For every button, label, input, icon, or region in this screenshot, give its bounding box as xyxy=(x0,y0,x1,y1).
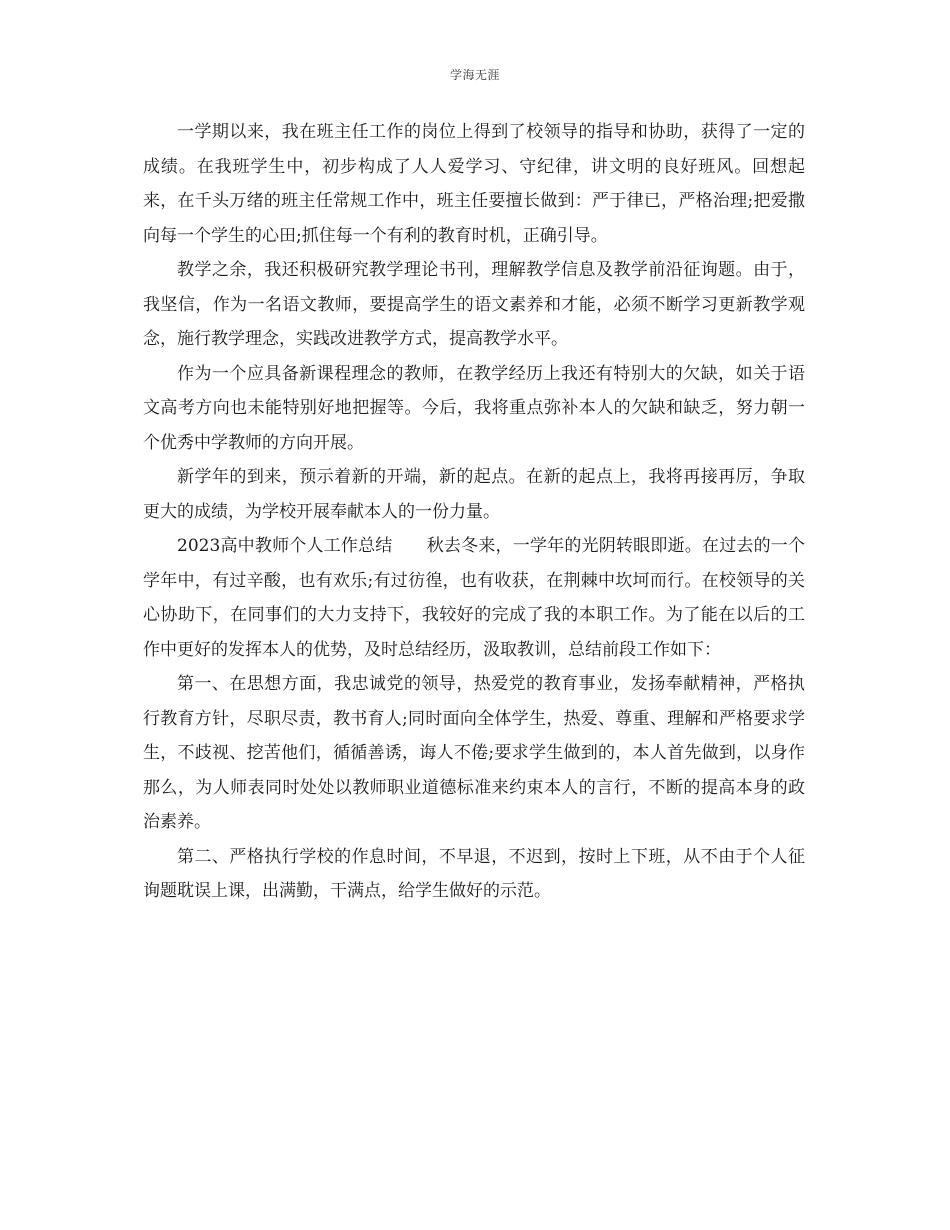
paragraph-teaching-research: 教学之余，我还积极研究教学理论书刊，理解教学信息及教学前沿征询题。由于，我坚信，作为一名语文教师，要提高学生的语文素养和才能，必须不断学习更新教学观念，施行教学理念，实践改进教学方式，提高教学水平。 xyxy=(143,260,805,349)
paragraph-new-year: 新学年的到来，预示着新的开端，新的起点。在新的起点上，我将再接再厉，争取更大的成绩，为学校开展奉献本人的一份力量。 xyxy=(143,467,805,522)
section-title: 2023高中教师个人工作总结 xyxy=(177,536,393,556)
section-intro: 秋去冬来，一学年的光阴转眼即逝。在过去的一个学年中，有过辛酸，也有欢乐;有过彷徨，也有收获，在荆棘中坎坷而行。在校领导的关心协助下，在同事们的大力支持下，我较好的完成了我的本职工作。为了能在以后的工作中更好的发挥本人的优势，及时总结经历，汲取教训，总结前段工作如下： xyxy=(143,536,806,660)
paragraph-ideology: 第一、在思想方面，我忠诚党的领导，热爱党的教育事业，发扬奉献精神，严格执行教育方针，尽职尽责，教书育人;同时面向全体学生，热爱、尊重、理解和严格要求学生，不歧视、挖苦他们，循循善诱，诲人不倦;要求学生做到的，本人首先做到，以身作那么，为人师表同时处处以教师职业道德标准来约束本人的言行，不断的提高本身的政治素养。 xyxy=(143,674,805,832)
paragraph-summary-intro xyxy=(143,529,805,667)
paragraph-class-teacher: 一学期以来，我在班主任工作的岗位上得到了校领导的指导和协助，获得了一定的成绩。在我班学生中，初步构成了人人爱学习、守纪律，讲文明的良好班风。回想起来，在千头万绪的班主任常规工作中，班主任要擅长做到：严于律已，严格治理;把爱撒向每一个学生的心田;抓住每一个有利的教育时机，正确引导。 xyxy=(143,122,805,246)
paragraph-schedule: 第二、严格执行学校的作息时间，不早退，不迟到，按时上下班，从不由于个人征询题耽误上课，出满勤，干满点，给学生做好的示范。 xyxy=(143,846,805,901)
document-body xyxy=(143,115,805,909)
paragraph-shortcomings: 作为一个应具备新课程理念的教师，在教学经历上我还有特别大的欠缺，如关于语文高考方向也未能特别好地把握等。今后，我将重点弥补本人的欠缺和缺乏，努力朝一个优秀中学教师的方向开展。 xyxy=(143,363,805,453)
page-header: 学海无涯 xyxy=(449,68,500,82)
